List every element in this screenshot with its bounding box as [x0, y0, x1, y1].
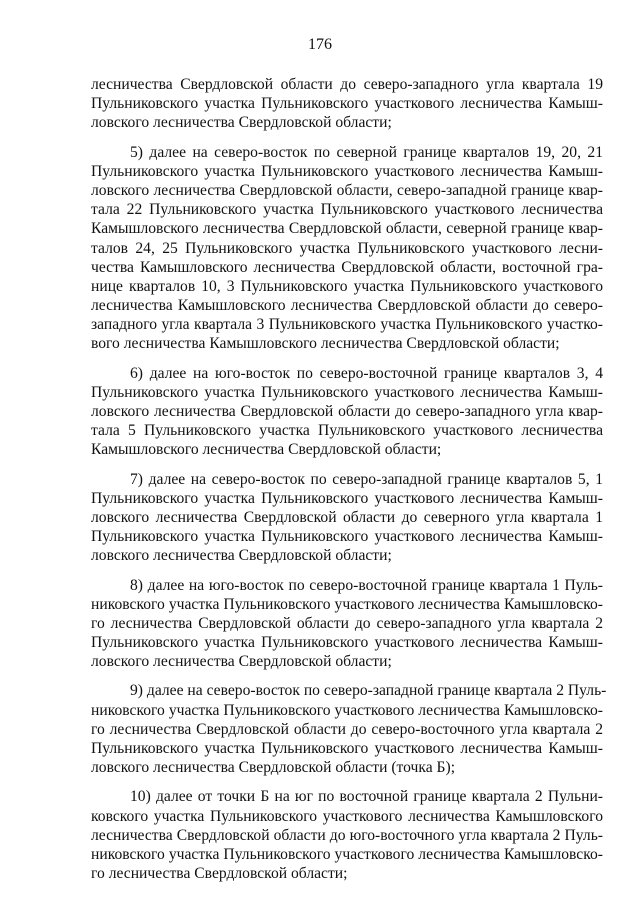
text-line: ловского лесничества Свердловской области; — [91, 547, 392, 565]
text-line: лесничества Свердловской области до юго-восточного угла квартала 2 Пуль- — [91, 826, 603, 844]
text-line: Пульниковского участка Пульниковского участкового лесничества Камыш- — [91, 528, 603, 546]
text-line: чества Камышловского лесничества Свердловской области, восточной гра- — [91, 258, 603, 276]
text-line: Камышловского лесничества Свердловской области; — [91, 441, 442, 459]
text-line: 9) далее на северо-восток по северо-западной границе квартала 2 Пуль- — [130, 682, 607, 700]
text-line: ловского лесничества Свердловской области; — [91, 653, 392, 671]
text-line: го лесничества Свердловской области до северо-восточного угла квартала 2 — [91, 720, 603, 738]
text-line: Пульниковского участка Пульниковского участкового лесничества Камыш- — [91, 383, 603, 401]
text-line: талов 24, 25 Пульниковского участка Пульниковского участкового лесни- — [91, 239, 603, 257]
text-line: го лесничества Свердловской области; — [91, 865, 348, 883]
text-line: Пульниковского участка Пульниковского участкового лесничества Камыш- — [91, 489, 603, 507]
text-line: вого лесничества Камышловского лесничества Свердловской области; — [91, 335, 560, 353]
paragraph-item-6 — [91, 364, 603, 460]
paragraph-item-5 — [91, 143, 603, 354]
text-line: Пульниковского участка Пульниковского участкового лесничества Камыш- — [91, 634, 603, 652]
text-line: лесничества Камышловского лесничества Свердловской области до северо- — [91, 297, 603, 315]
page-number: 176 — [308, 36, 332, 53]
text-line: лесничества Свердловской области до северо-западного угла квартала 19 — [91, 76, 603, 93]
text-line: ковского участка Пульниковского участкового лесничества Камышловского — [91, 807, 603, 825]
document-body — [91, 75, 607, 893]
text-line: никовского участка Пульниковского участкового лесничества Камышловско- — [91, 845, 603, 863]
text-line: ловского лесничества Свердловской области, северо-западной границе квар- — [91, 181, 603, 199]
text-line: ловского лесничества Свердловской области до северного угла квартала 1 — [91, 508, 603, 526]
text-line: 5) далее на северо-восток по северной границе кварталов 19, 20, 21 — [130, 143, 603, 161]
text-line: нице кварталов 10, 3 Пульниковского участка Пульниковского участкового — [91, 277, 603, 295]
paragraph-continuation — [91, 75, 603, 133]
text-line: ловского лесничества Свердловской области до северо-западного угла квар- — [91, 403, 603, 420]
text-line: ловского лесничества Свердловской области; — [91, 114, 392, 132]
text-line: никовского участка Пульниковского участкового лесничества Камышловско- — [91, 595, 603, 613]
text-line: Пульниковского участка Пульниковского участкового лесничества Камыш- — [91, 162, 603, 180]
text-line: Пульниковского участка Пульниковского участкового лесничества Камыш- — [91, 740, 603, 757]
text-line: никовского участка Пульниковского участкового лесничества Камышловско- — [91, 701, 603, 719]
text-line: тала 5 Пульниковского участка Пульниковского участкового лесничества — [91, 422, 603, 440]
text-line: ловского лесничества Свердловской области (точка Б); — [91, 759, 456, 777]
text-line: тала 22 Пульниковского участка Пульниковского участкового лесничества — [91, 201, 603, 219]
paragraph-item-10 — [91, 787, 603, 883]
text-line: го лесничества Свердловской области до северо-западного угла квартала 2 — [91, 614, 603, 632]
text-line: 8) далее на юго-восток по северо-восточной границе квартала 1 Пуль- — [130, 576, 603, 594]
text-line: Камышловского лесничества Свердловской области, северной границе квар- — [91, 220, 603, 238]
paragraph-item-9 — [91, 681, 607, 777]
text-line: 6) далее на юго-восток по северо-восточной границе кварталов 3, 4 — [130, 364, 603, 382]
paragraph-item-7 — [91, 470, 603, 566]
text-line: Пульниковского участка Пульниковского участкового лесничества Камыш- — [91, 95, 603, 113]
text-line: 10) далее от точки Б на юг по восточной границе квартала 2 Пульни- — [130, 788, 603, 806]
text-line: западного угла квартала 3 Пульниковского участка Пульниковского участко- — [91, 316, 603, 334]
text-line: 7) далее на северо-восток по северо-западной границе кварталов 5, 1 — [130, 470, 603, 488]
paragraph-item-8 — [91, 576, 603, 672]
